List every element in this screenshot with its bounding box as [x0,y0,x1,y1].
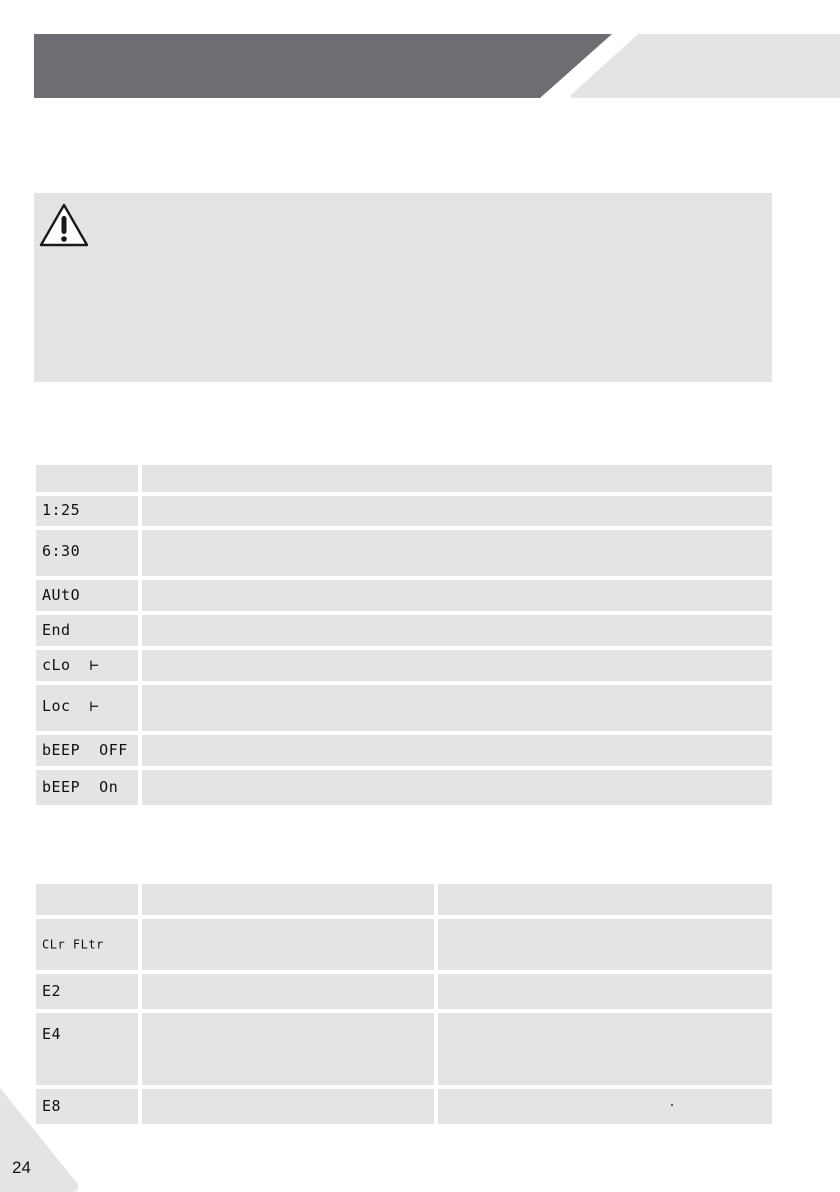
description-cell [142,735,772,766]
header-cell-description [142,465,772,492]
table-row [36,735,772,766]
error-code: E4 [42,1025,62,1043]
table-row [36,650,772,681]
code-cell [36,530,138,576]
display-code: End [42,620,71,639]
error-codes-table [36,884,772,1124]
display-code: bEEP OFF [42,740,128,759]
display-code: cLo ⊢ [42,655,100,674]
display-code: Loc ⊢ [42,697,100,715]
error-code: CLr FLtr [42,936,104,951]
table-header-row [36,465,772,492]
code-cell [36,974,138,1009]
code-cell [36,580,138,611]
cause-cell [142,974,434,1009]
table-row [36,974,772,1009]
table-header-row [36,884,772,915]
header-cell-cause [142,884,434,915]
description-cell [142,770,772,805]
display-codes-table [36,465,772,805]
solution-cell [438,1013,772,1085]
header-cell-solution [438,884,772,915]
warning-box [34,193,772,382]
table-row [36,580,772,611]
warning-triangle-icon [38,202,90,248]
table-row [36,496,772,526]
description-cell [142,496,772,526]
header-cell-code [36,884,138,915]
header-cell-code [36,465,138,492]
cause-cell [142,1089,434,1124]
cause-cell [142,1013,434,1085]
display-code: 6:30 [42,542,81,560]
error-code: E2 [42,981,62,1000]
code-cell [36,496,138,526]
table-row [36,919,772,970]
code-cell [36,770,138,805]
description-cell [142,685,772,731]
header-side-tab [568,34,840,98]
header-title-bar [34,34,614,98]
code-cell [36,685,138,731]
table-row [36,1089,772,1124]
stray-dot [671,1104,673,1106]
code-cell [36,1013,138,1085]
table-row [36,615,772,646]
solution-cell [438,974,772,1009]
table-row [36,770,772,805]
page-number: 24 [12,1158,31,1177]
display-code: AUtO [42,585,81,604]
error-code: E8 [42,1096,62,1115]
table-row [36,530,772,576]
solution-cell [438,1089,772,1124]
description-cell [142,530,772,576]
solution-cell [438,919,772,970]
code-cell [36,650,138,681]
code-cell [36,615,138,646]
description-cell [142,615,772,646]
display-code: bEEP On [42,777,119,796]
table-row [36,685,772,731]
code-cell [36,919,138,970]
cause-cell [142,919,434,970]
description-cell [142,580,772,611]
code-cell [36,735,138,766]
description-cell [142,650,772,681]
display-code: 1:25 [42,501,81,520]
table-row [36,1013,772,1085]
